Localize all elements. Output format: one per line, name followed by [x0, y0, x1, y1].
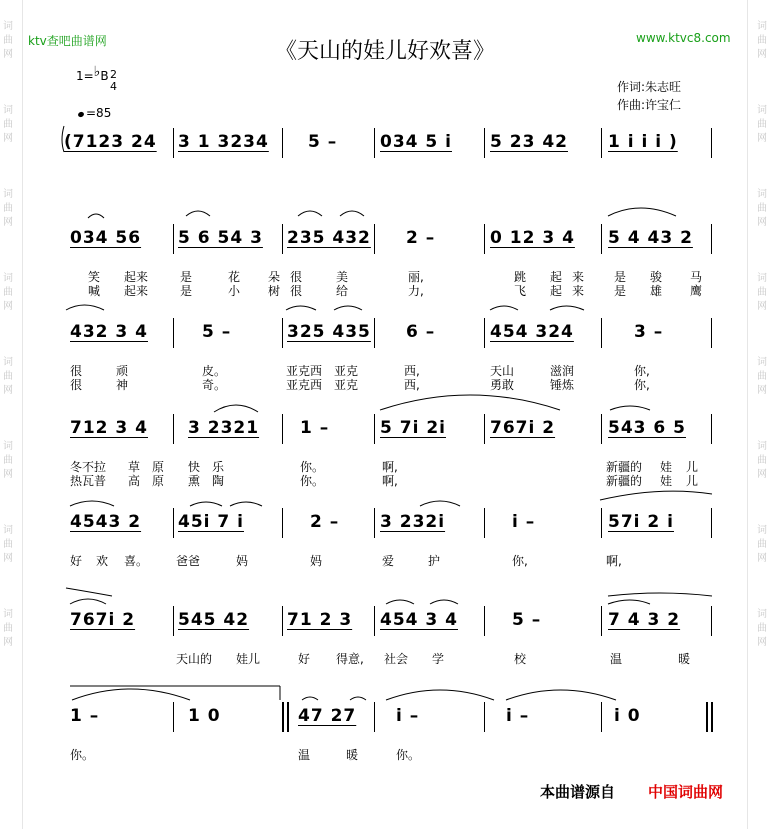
barline [711, 508, 712, 538]
barline [601, 128, 602, 158]
flat-icon: ♭ [93, 64, 101, 80]
barline [282, 318, 283, 348]
lyric: 顽 [116, 364, 129, 378]
barline [601, 414, 602, 444]
measure: 5 7i 2i [380, 418, 446, 438]
barline [173, 702, 174, 732]
lyric: 滋润 [550, 364, 575, 378]
lyric: 暖 [346, 748, 359, 762]
slur [430, 600, 458, 604]
lyric: 冬不拉 [70, 460, 107, 474]
lyric: 是 [180, 270, 193, 284]
lyric: 快 [188, 460, 201, 474]
slur [88, 214, 104, 218]
measure: 1 – [300, 418, 330, 438]
measure: 1 i i i ) [608, 132, 678, 152]
repeat-barline [282, 702, 284, 732]
measure: 45i 7 i [178, 512, 244, 532]
barline [601, 606, 602, 636]
barline [711, 606, 712, 636]
measure: 7 4 3 2 [608, 610, 681, 630]
measure: 4543 2 [70, 512, 142, 532]
measure: 1 0 [188, 706, 221, 726]
measure: 6 – [406, 322, 436, 342]
measure: 034 56 [70, 228, 142, 248]
lyric: 爸爸 [176, 554, 201, 568]
side-watermark-right: 词 曲 网 词 曲 网 词 曲 网 词 曲 网 词 曲 网 词 曲 网 词 曲 网 词 曲 网 [757, 21, 767, 648]
lyric: 欢 [96, 554, 109, 568]
lyric: 啊, [606, 554, 622, 568]
lyric: 乐 [212, 460, 225, 474]
lyric: 娃 [660, 460, 673, 474]
measure: (7123 24 [64, 132, 157, 152]
key-note: B [100, 69, 109, 83]
lyric: 亚克西 [286, 364, 323, 378]
slur [490, 306, 518, 310]
lyric: 勇敢 [490, 378, 515, 392]
slur [420, 501, 460, 506]
lyric: 你。 [70, 748, 95, 762]
measure: 767i 2 [70, 610, 136, 630]
barline [374, 224, 375, 254]
slur [610, 406, 650, 410]
barline [374, 606, 375, 636]
measure: 1 – [70, 706, 100, 726]
lyric: 雄 [650, 284, 663, 298]
lyric: 喜。 [124, 554, 149, 568]
lyric: 皮。 [202, 364, 227, 378]
measure: i – [506, 706, 530, 726]
barline [484, 508, 485, 538]
lyric: 新疆的 [606, 474, 643, 488]
barline [282, 224, 283, 254]
barline [282, 414, 283, 444]
lyric: 小 [228, 284, 241, 298]
measure: 5 4 43 2 [608, 228, 693, 248]
measure: 5 – [308, 132, 338, 152]
barline [711, 128, 712, 158]
quarter-note-icon [77, 111, 84, 118]
lyric: 学 [432, 652, 445, 666]
slur [190, 502, 222, 506]
measure: 71 2 3 [287, 610, 353, 630]
lyric: 娃儿 [236, 652, 261, 666]
slur [72, 689, 190, 700]
slur [340, 211, 364, 216]
slur [70, 501, 114, 506]
key-signature [76, 64, 109, 84]
measure: i – [512, 512, 536, 532]
measure: i – [396, 706, 420, 726]
score-row-7 [0, 702, 770, 762]
lyric: 社会 [384, 652, 409, 666]
time-top: 2 [110, 68, 117, 81]
score-row-4 [0, 414, 770, 488]
measure: 454 324 [490, 322, 574, 342]
measure: 325 435 [287, 322, 371, 342]
lyric: 热瓦普 [70, 474, 107, 488]
score-row-6 [0, 606, 770, 666]
lyric: 亚克 [334, 364, 359, 378]
score-row-3 [0, 318, 770, 392]
time-bottom: 4 [110, 80, 117, 93]
barline [173, 606, 174, 636]
lyric: 很 [290, 284, 303, 298]
barline [711, 318, 712, 348]
barline [601, 318, 602, 348]
measure: 3 232i [380, 512, 446, 532]
lyric: 给 [336, 284, 349, 298]
lyric: 起来 [124, 284, 149, 298]
measure: 545 42 [178, 610, 250, 630]
lyric: 起来 [124, 270, 149, 284]
lyric: 来 [572, 270, 585, 284]
measure: 712 3 4 [70, 418, 148, 438]
measure: 432 3 4 [70, 322, 148, 342]
barline [374, 318, 375, 348]
lyric: 丽, [408, 270, 424, 284]
slur [230, 502, 262, 506]
barline [711, 414, 712, 444]
lyric: 树 [268, 284, 281, 298]
slur [214, 405, 258, 412]
lyric: 亚克 [334, 378, 359, 392]
measure: 3 1 3234 [178, 132, 269, 152]
source-label: 本曲谱源自 [540, 783, 616, 801]
slur [350, 697, 366, 700]
measure: 3 2321 [188, 418, 260, 438]
key-prefix: 1= [76, 69, 94, 83]
lyric: 儿 [686, 474, 699, 488]
lyric: 好 [70, 554, 83, 568]
lyric: 校 [514, 652, 527, 666]
measure: 5 6 54 3 [178, 228, 263, 248]
lyric: 鹰 [690, 284, 703, 298]
lyric: 你。 [300, 474, 325, 488]
lyric: 草 [128, 460, 141, 474]
song-title: 《天山的娃儿好欢喜》 [274, 39, 495, 64]
site-brand-right[interactable]: www.ktvc8.com [636, 31, 731, 45]
lyric: 跳 [514, 270, 527, 284]
measure: 3 – [634, 322, 664, 342]
lyric: 骏 [650, 270, 663, 284]
measure: 5 – [202, 322, 232, 342]
lyric: 高 [128, 474, 141, 488]
lyric: 妈 [236, 554, 249, 568]
lyric: 爱 [382, 554, 395, 568]
tempo-marking [78, 106, 111, 120]
measure: 767i 2 [490, 418, 556, 438]
lyric: 马 [690, 270, 703, 284]
slur [70, 599, 106, 604]
barline [374, 128, 375, 158]
barline [282, 508, 283, 538]
barline [173, 224, 174, 254]
lyric: 原 [152, 474, 165, 488]
slur [600, 491, 712, 500]
lyric: 暖 [678, 652, 691, 666]
lyric: 得意, [336, 652, 364, 666]
lyric: 来 [572, 284, 585, 298]
measure: 543 6 5 [608, 418, 686, 438]
measure: i 0 [614, 706, 641, 726]
measure: 5 23 42 [490, 132, 568, 152]
lyric: 是 [614, 284, 627, 298]
lyric: 你, [512, 554, 528, 568]
barline [711, 224, 712, 254]
barline [173, 414, 174, 444]
slur [186, 211, 210, 216]
lyric: 熏 [188, 474, 201, 488]
measure: 57i 2 i [608, 512, 674, 532]
lyric: 天山 [490, 364, 515, 378]
barline [484, 318, 485, 348]
score-row-5 [0, 508, 770, 568]
lyric: 很 [70, 378, 83, 392]
barline [484, 414, 485, 444]
barline [601, 508, 602, 538]
barline [173, 128, 174, 158]
lyric: 你, [634, 378, 650, 392]
barline [173, 318, 174, 348]
lyric: 奇。 [202, 378, 227, 392]
slur [386, 690, 494, 700]
lyric: 娃 [660, 474, 673, 488]
lyric: 美 [336, 270, 349, 284]
slur [298, 211, 322, 216]
score-row-1 [0, 128, 770, 188]
barline [484, 128, 485, 158]
lyric: 花 [228, 270, 241, 284]
slur [66, 305, 104, 310]
barline [282, 606, 283, 636]
barline [374, 702, 375, 732]
slur [386, 600, 414, 604]
lyricist-credit: 作词:朱志旺 [617, 80, 682, 94]
tempo-value: =85 [86, 106, 112, 120]
barline [374, 508, 375, 538]
lyric: 你。 [300, 460, 325, 474]
barline [484, 702, 485, 732]
barline [374, 414, 375, 444]
lyric: 很 [70, 364, 83, 378]
lyric: 啊, [382, 460, 398, 474]
side-watermark-left: 词 曲 网 词 曲 网 词 曲 网 词 曲 网 词 曲 网 词 曲 网 词 曲 网 词 曲 网 [3, 21, 13, 648]
lyric: 朵 [268, 270, 281, 284]
slur [66, 588, 112, 596]
lyric: 神 [116, 378, 129, 392]
measure: 47 27 [298, 706, 357, 726]
final-barline [706, 702, 708, 732]
measure: 454 3 4 [380, 610, 458, 630]
lyric: 儿 [686, 460, 699, 474]
measure: 034 5 i [380, 132, 452, 152]
lyric: 是 [180, 284, 193, 298]
lyric: 原 [152, 460, 165, 474]
measure: 2 – [406, 228, 436, 248]
lyric: 陶 [212, 474, 225, 488]
slur [608, 208, 676, 216]
lyric: 好 [298, 652, 311, 666]
lyric: 新疆的 [606, 460, 643, 474]
barline [601, 702, 602, 732]
lyric: 很 [290, 270, 303, 284]
lyric: 西, [404, 378, 420, 392]
slur [380, 395, 560, 410]
slur [302, 697, 318, 700]
lyric: 啊, [382, 474, 398, 488]
credits [617, 78, 681, 114]
time-signature [110, 69, 117, 93]
lyric: 你, [634, 364, 650, 378]
source-site-link[interactable]: 中国词曲网 [648, 783, 724, 801]
lyric: 喊 [88, 284, 101, 298]
slur [608, 600, 650, 604]
lyric: 温 [610, 652, 623, 666]
composer-credit: 作曲:许宝仁 [617, 98, 682, 112]
lyric: 锤炼 [550, 378, 575, 392]
lyric: 天山的 [176, 652, 213, 666]
barline [601, 224, 602, 254]
measure: 0 12 3 4 [490, 228, 575, 248]
slur [334, 306, 362, 310]
lyric: 妈 [310, 554, 323, 568]
slur [506, 690, 616, 700]
barline [484, 606, 485, 636]
lyric: 护 [428, 554, 441, 568]
lyric: 亚克西 [286, 378, 323, 392]
measure: 5 – [512, 610, 542, 630]
lyric: 你。 [396, 748, 421, 762]
lyric: 起 [550, 284, 563, 298]
lyric: 笑 [88, 270, 101, 284]
barline [484, 224, 485, 254]
slur [608, 593, 712, 596]
slur [286, 306, 316, 310]
site-brand-left[interactable]: ktv查吧曲谱网 [28, 34, 107, 48]
lyric: 西, [404, 364, 420, 378]
score-row-2 [0, 224, 770, 298]
lyric: 是 [614, 270, 627, 284]
barline [173, 508, 174, 538]
measure: 235 432 [287, 228, 371, 248]
barline [282, 128, 283, 158]
measure: 2 – [310, 512, 340, 532]
lyric: 力, [408, 284, 424, 298]
lyric: 飞 [514, 284, 527, 298]
lyric: 起 [550, 270, 563, 284]
slur [550, 306, 584, 310]
lyric: 温 [298, 748, 311, 762]
